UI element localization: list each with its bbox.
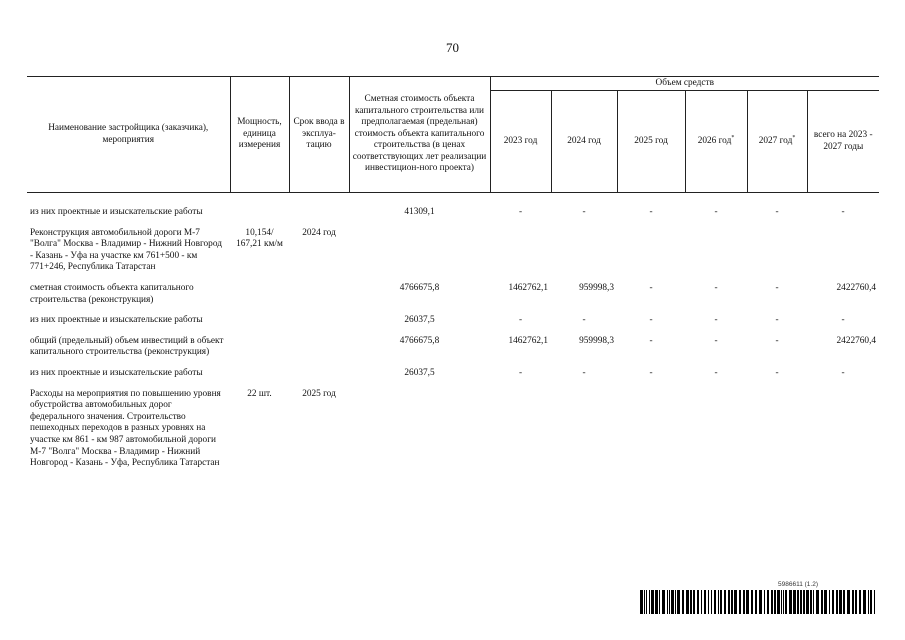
barcode-bar (870, 590, 872, 614)
barcode-bar (651, 590, 654, 614)
row-name: общий (предельный) объем инвестиций в объект капитального строительства (реконструкция) (30, 335, 224, 358)
row-2024: - (582, 367, 586, 378)
row-capacity (230, 315, 289, 336)
row-total: 2422760,4 (836, 282, 877, 293)
barcode-bar (671, 590, 674, 614)
row-capacity: 22 шт. (247, 388, 272, 399)
barcode-bar (649, 590, 650, 614)
barcode-bar (832, 590, 834, 614)
row-cost (349, 389, 490, 470)
barcode-bar (708, 590, 709, 614)
barcode-image (640, 590, 878, 614)
header-2023: 2023 год (490, 91, 551, 193)
barcode-bar (813, 590, 814, 614)
barcode-bar (739, 590, 741, 614)
row-term (289, 207, 349, 228)
row-cost: 41309,1 (404, 207, 435, 217)
header-total: всего на 2023 - 2027 годы (807, 91, 879, 193)
barcode-bar (704, 590, 706, 614)
barcode-bar (714, 590, 716, 614)
row-name: Реконструкция автомобильной дороги М-7 "Волга" Москва - Владимир - Нижний Новгород - Казань - Уфа на участке км 761+500 - км 771+246, Республика Татарстан (30, 227, 222, 273)
barcode-bar (669, 590, 670, 614)
barcode-bar (793, 590, 796, 614)
barcode-bar (783, 590, 784, 614)
header-capacity: Мощность, единица измерения (230, 77, 289, 193)
barcode-bar (774, 590, 776, 614)
footnote-mark: * (731, 134, 735, 141)
barcode-bar (682, 590, 684, 614)
row-2023: - (518, 367, 523, 378)
barcode-block (640, 581, 878, 614)
barcode-bar (771, 590, 773, 614)
row-total: - (841, 315, 845, 326)
barcode-bar (701, 590, 702, 614)
row-cost (349, 228, 490, 283)
barcode-bar (759, 590, 762, 614)
barcode-bar (868, 590, 869, 614)
barcode-bar (728, 590, 730, 614)
row-cost: 26037,5 (404, 315, 435, 326)
barcode-bar (767, 590, 769, 614)
barcode-bar (821, 590, 823, 614)
row-2024: - (582, 207, 586, 217)
row-cost: 4766675,8 (399, 282, 440, 293)
barcode-bar (718, 590, 719, 614)
barcode-bar (859, 590, 861, 614)
barcode-bar (755, 590, 757, 614)
barcode-bar (839, 590, 842, 614)
row-2026 (685, 389, 747, 470)
row-name: из них проектные и изыскательские работы (30, 207, 203, 217)
header-2024: 2024 год (551, 91, 617, 193)
barcode-bar (734, 590, 737, 614)
table-row (27, 336, 879, 368)
header-term: Срок ввода в эксплуа-тацию (289, 77, 349, 193)
row-2026: - (714, 315, 718, 326)
row-term (289, 315, 349, 336)
row-2023: 1462762,1 (508, 282, 548, 293)
barcode-bar (781, 590, 782, 614)
row-2025: - (649, 282, 653, 293)
row-total: - (841, 367, 845, 378)
row-2025 (617, 228, 685, 283)
barcode-bar (659, 590, 660, 614)
barcode-bar (646, 590, 647, 614)
barcode-caption: 5986611 (1.2) (778, 581, 818, 588)
barcode-bar (816, 590, 819, 614)
barcode-bar (731, 590, 733, 614)
barcode-bar (690, 590, 692, 614)
barcode-bar (720, 590, 722, 614)
row-2026 (685, 228, 747, 283)
row-2023: - (518, 315, 523, 326)
row-cost: 26037,5 (404, 367, 435, 378)
header-name: Наименование застройщика (заказчика), мероприятия (27, 77, 230, 193)
barcode-bar (789, 590, 792, 614)
barcode-bar (785, 590, 787, 614)
row-name: из них проектные и изыскательские работы (30, 315, 203, 326)
barcode-bar (836, 590, 838, 614)
barcode-bar (800, 590, 802, 614)
barcode-bar (764, 590, 765, 614)
footnote-mark: * (792, 134, 796, 141)
barcode-bar (711, 590, 712, 614)
barcode-bar (662, 590, 665, 614)
barcode-bar (843, 590, 845, 614)
budget-table (27, 76, 879, 470)
barcode-bar (644, 590, 645, 614)
barcode-bar (724, 590, 726, 614)
barcode-bar (863, 590, 866, 614)
header-funds: Объем средств (490, 77, 879, 91)
row-term (289, 283, 349, 315)
row-capacity (230, 207, 289, 228)
row-total (807, 228, 879, 283)
barcode-bar (640, 590, 643, 614)
row-2024 (551, 228, 617, 283)
table-row (27, 207, 879, 228)
table-row (27, 389, 879, 470)
barcode-bar (667, 590, 668, 614)
row-2026: - (714, 335, 718, 346)
barcode-bar (874, 590, 875, 614)
barcode-bar (655, 590, 658, 614)
barcode-bar (810, 590, 812, 614)
row-2027: - (775, 207, 779, 217)
row-2025 (617, 389, 685, 470)
barcode-bar (743, 590, 745, 614)
barcode-bar (675, 590, 676, 614)
row-2027: - (775, 367, 779, 378)
row-capacity (230, 283, 289, 315)
row-2025: - (649, 207, 653, 217)
row-2023 (490, 228, 551, 283)
row-capacity: 10,154/ 167,21 км/м (236, 227, 283, 250)
row-2027 (747, 228, 807, 283)
row-2027: - (775, 315, 779, 326)
row-2024 (551, 389, 617, 470)
barcode-bar (751, 590, 753, 614)
row-total (807, 389, 879, 470)
row-cost: 4766675,8 (399, 335, 440, 346)
row-2025: - (649, 315, 653, 326)
row-2027: - (775, 335, 779, 346)
row-2026: - (714, 367, 718, 378)
row-2023 (490, 389, 551, 470)
table-row (27, 228, 879, 283)
row-2024: 959998,3 (579, 335, 614, 346)
row-term (289, 336, 349, 368)
table-row (27, 368, 879, 389)
table-body (27, 193, 879, 470)
header-2026: 2026 год* (685, 91, 747, 193)
row-2025: - (649, 335, 653, 346)
row-name: сметная стоимость объекта капитального строительства (реконструкция) (30, 282, 194, 305)
barcode-bar (686, 590, 689, 614)
barcode-bar (746, 590, 749, 614)
row-term (289, 368, 349, 389)
header-estimated-cost: Сметная стоимость объекта капитального строительства или предполагаемая (предельная) стоимость объекта капитального строительства (в ценах соответствующих лет реализации инвестицион-ного проекта) (349, 77, 490, 193)
header-2027: 2027 год* (747, 91, 807, 193)
row-2027: - (775, 282, 779, 293)
page-number: 70 (446, 40, 459, 55)
barcode-bar (829, 590, 830, 614)
row-2023: 1462762,1 (508, 335, 548, 346)
table-header (27, 77, 879, 193)
barcode-bar (693, 590, 695, 614)
barcode-bar (697, 590, 699, 614)
barcode-bar (847, 590, 850, 614)
barcode-bar (677, 590, 680, 614)
row-term: 2025 год (302, 388, 336, 399)
barcode-bar (806, 590, 809, 614)
barcode-bar (824, 590, 827, 614)
row-capacity (230, 336, 289, 368)
row-total: - (841, 207, 845, 217)
barcode-bar (855, 590, 857, 614)
row-name: Расходы на мероприятия по повышению уровня обустройства автомобильных дорог федерального значения. Строительство пешеходных переходов в разных уровнях на участке км 861 - км 987 автомобильной дороги М-7 "Волга" Москва - Владимир - Нижний Новгород - Казань - Уфа, Республика Татарстан (30, 388, 221, 469)
row-2024: 959998,3 (579, 282, 614, 293)
header-2025: 2025 год (617, 91, 685, 193)
row-2026: - (714, 282, 718, 293)
row-total: 2422760,4 (836, 335, 877, 346)
table-row (27, 315, 879, 336)
barcode-bar (777, 590, 780, 614)
row-2024: - (582, 315, 586, 326)
barcode-bar (803, 590, 805, 614)
row-term: 2024 год (302, 227, 336, 238)
row-capacity (230, 368, 289, 389)
barcode-bar (797, 590, 799, 614)
row-2025: - (649, 367, 653, 378)
table-row (27, 283, 879, 315)
row-2026: - (714, 207, 718, 217)
row-2027 (747, 389, 807, 470)
row-2023: - (518, 207, 523, 217)
barcode-bar (852, 590, 854, 614)
row-name: из них проектные и изыскательские работы (30, 367, 203, 378)
